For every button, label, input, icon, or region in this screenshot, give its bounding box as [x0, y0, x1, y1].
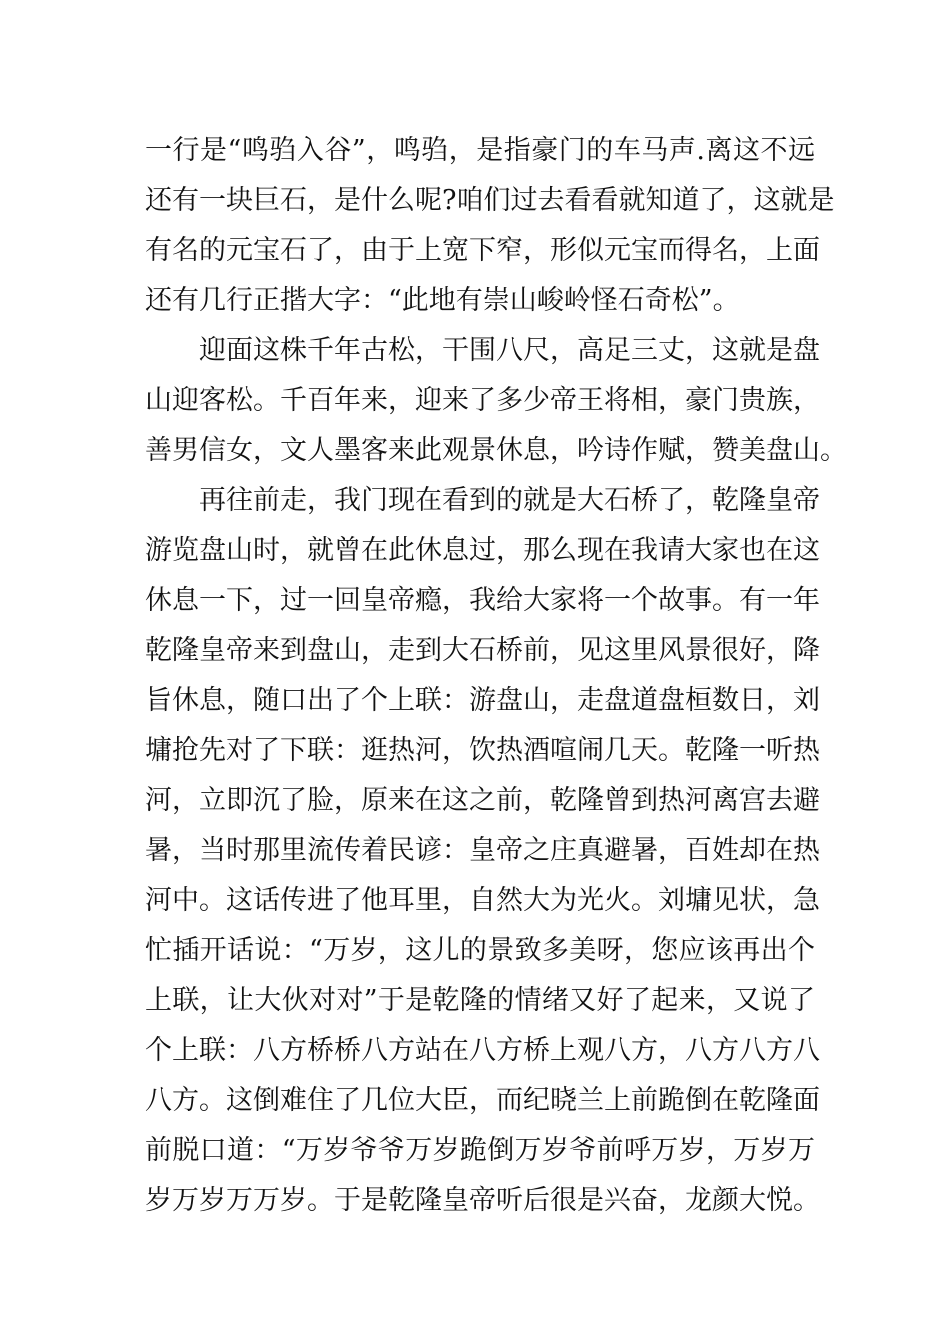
- text-line: 旨休息，随口出了个上联：游盘山，走盘道盘桓数日，刘: [145, 685, 820, 716]
- text-line: 墉抢先对了下联：逛热河，饮热酒喧闹几天。乾隆一听热: [145, 735, 820, 766]
- text-line: 个上联：八方桥桥八方站在八方桥上观八方，八方八方八: [145, 1035, 820, 1066]
- text-line: 一行是“鸣驺入谷”，鸣驺，是指豪门的车马声.离这不远: [145, 135, 815, 166]
- text-line: 有名的元宝石了，由于上宽下窄，形似元宝而得名，上面: [145, 235, 820, 266]
- text-line: 游览盘山时，就曾在此休息过，那么现在我请大家也在这: [145, 535, 820, 566]
- paragraph-first-line: 迎面这株千年古松，干围八尺，高足三丈，这就是盘: [199, 335, 820, 366]
- text-line: 休息一下，过一回皇帝瘾，我给大家将一个故事。有一年: [145, 585, 820, 616]
- text-line: 上联，让大伙对对”于是乾隆的情绪又好了起来，又说了: [145, 985, 815, 1016]
- paragraph-first-line: 再往前走，我门现在看到的就是大石桥了，乾隆皇帝: [199, 485, 820, 516]
- text-line: 还有一块巨石，是什么呢?咱们过去看看就知道了，这就是: [145, 185, 835, 216]
- text-line: 河中。这话传进了他耳里，自然大为光火。刘墉见状，急: [145, 885, 820, 916]
- text-line: 忙插开话说：“万岁，这儿的景致多美呀，您应该再出个: [145, 935, 815, 966]
- text-line: 还有几行正揩大字：“此地有崇山峻岭怪石奇松”。: [145, 285, 740, 316]
- text-line: 岁万岁万万岁。于是乾隆皇帝听后很是兴奋，龙颜大悦。: [145, 1185, 820, 1216]
- text-line: 山迎客松。千百年来，迎来了多少帝王将相，豪门贵族，: [145, 385, 820, 416]
- text-line: 八方。这倒难住了几位大臣，而纪晓兰上前跪倒在乾隆面: [145, 1085, 820, 1116]
- text-line: 河，立即沉了脸，原来在这之前，乾隆曾到热河离宫去避: [145, 785, 820, 816]
- body-text: [145, 126, 847, 1226]
- text-line: 善男信女，文人墨客来此观景休息，吟诗作赋，赞美盘山。: [145, 435, 847, 466]
- text-line: 暑，当时那里流传着民谚：皇帝之庄真避暑，百姓却在热: [145, 835, 820, 866]
- text-line: 乾隆皇帝来到盘山，走到大石桥前，见这里风景很好，降: [145, 635, 820, 666]
- text-line: 前脱口道：“万岁爷爷万岁跪倒万岁爷前呼万岁，万岁万: [145, 1135, 815, 1166]
